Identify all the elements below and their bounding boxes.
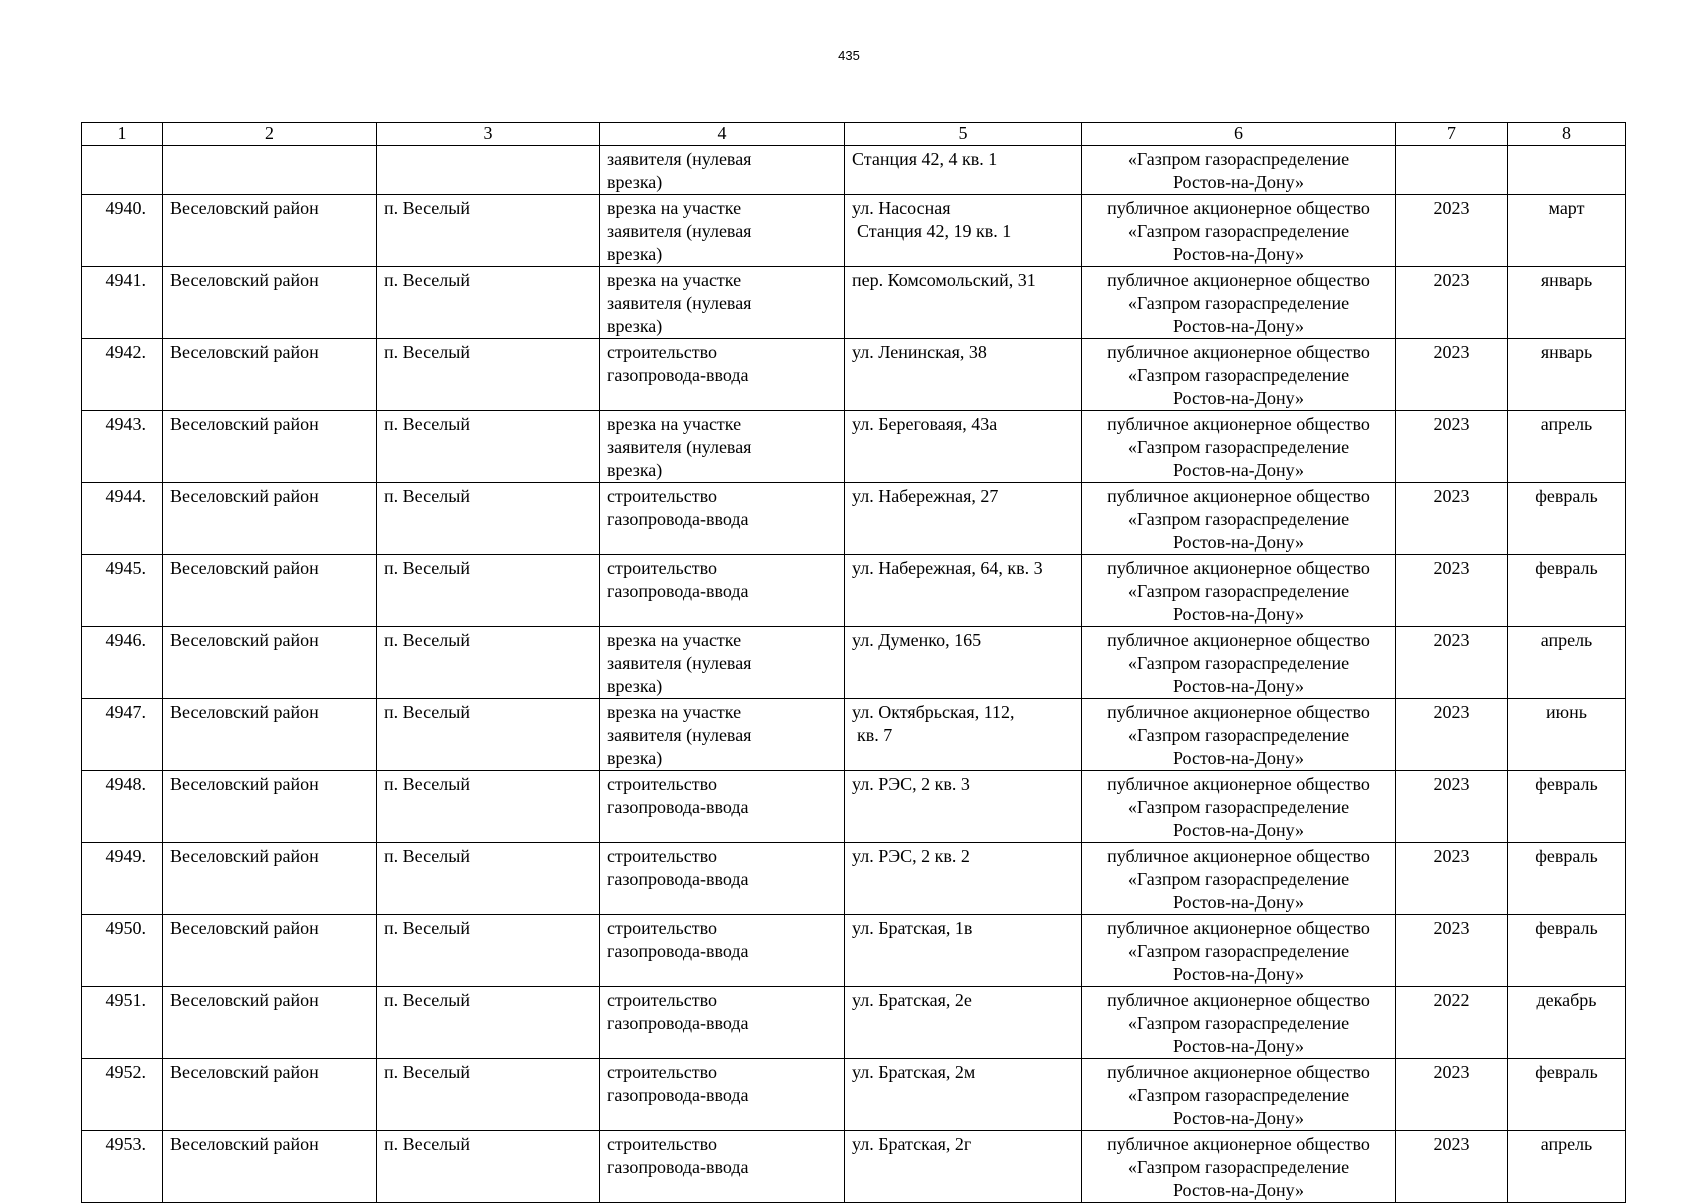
org-line: Ростов-на-Дону» (1172, 1180, 1305, 1200)
cell-num: 4945. (82, 555, 163, 627)
work-line: строительство (607, 558, 717, 578)
org-line: публичное акционерное общество (1107, 342, 1370, 362)
work-line: врезка на участке (607, 414, 742, 434)
work-line: врезка) (607, 172, 663, 192)
cell-settlement: п. Веселый (377, 771, 600, 843)
cell-num: 4951. (82, 987, 163, 1059)
cell-org (1082, 771, 1396, 843)
address-line: ул. Братская, 2е (852, 990, 972, 1010)
cell-settlement: п. Веселый (377, 483, 600, 555)
org-line: Ростов-на-Дону» (1172, 1108, 1305, 1128)
cell-org (1082, 699, 1396, 771)
work-line: врезка на участке (607, 270, 742, 290)
table-row (82, 411, 1626, 483)
cell-org (1082, 146, 1396, 195)
cell-work (600, 195, 845, 267)
cell-month: март (1508, 195, 1626, 267)
cell-month: декабрь (1508, 987, 1626, 1059)
work-line: строительство (607, 990, 717, 1010)
cell-district: Веселовский район (163, 771, 377, 843)
work-line: газопровода-ввода (607, 1013, 749, 1033)
cell-address (845, 555, 1082, 627)
work-line: заявителя (нулевая (607, 653, 752, 673)
org-line: публичное акционерное общество (1107, 918, 1370, 938)
org-line: Ростов-на-Дону» (1172, 244, 1305, 264)
org-line: «Газпром газораспределение (1127, 149, 1350, 169)
cell-address (845, 411, 1082, 483)
address-line: ул. Ленинская, 38 (852, 342, 987, 362)
table-row (82, 267, 1626, 339)
cell-org (1082, 555, 1396, 627)
org-line: Ростов-на-Дону» (1172, 532, 1305, 552)
cell-year (1396, 146, 1508, 195)
work-line: заявителя (нулевая (607, 149, 752, 169)
cell-district: Веселовский район (163, 411, 377, 483)
cell-num: 4942. (82, 339, 163, 411)
column-header-1: 1 (82, 123, 163, 146)
cell-num: 4950. (82, 915, 163, 987)
table-row (82, 771, 1626, 843)
work-line: врезка на участке (607, 702, 742, 722)
cell-address (845, 146, 1082, 195)
cell-year: 2023 (1396, 411, 1508, 483)
cell-month: февраль (1508, 771, 1626, 843)
cell-num: 4946. (82, 627, 163, 699)
cell-settlement: п. Веселый (377, 987, 600, 1059)
address-line: ул. Братская, 2м (852, 1062, 976, 1082)
header-row (82, 123, 1626, 146)
cell-org (1082, 915, 1396, 987)
cell-settlement: п. Веселый (377, 195, 600, 267)
address-line: ул. Братская, 1в (852, 918, 973, 938)
cell-settlement: п. Веселый (377, 411, 600, 483)
cell-year: 2023 (1396, 195, 1508, 267)
cell-org (1082, 1059, 1396, 1131)
cell-org (1082, 483, 1396, 555)
cell-work (600, 339, 845, 411)
cell-month: февраль (1508, 483, 1626, 555)
org-line: публичное акционерное общество (1107, 558, 1370, 578)
cell-month (1508, 146, 1626, 195)
cell-month: январь (1508, 339, 1626, 411)
org-line: «Газпром газораспределение (1127, 221, 1350, 241)
cell-district: Веселовский район (163, 915, 377, 987)
org-line: «Газпром газораспределение (1127, 869, 1350, 889)
cell-address (845, 339, 1082, 411)
address-line: кв. 7 (857, 725, 893, 745)
table-row (82, 339, 1626, 411)
org-line: Ростов-на-Дону» (1172, 388, 1305, 408)
work-line: строительство (607, 774, 717, 794)
address-line: ул. Набережная, 64, кв. 3 (852, 558, 1043, 578)
cell-district: Веселовский район (163, 1131, 377, 1203)
gasification-table (81, 122, 1626, 1203)
work-line: строительство (607, 846, 717, 866)
org-line: Ростов-на-Дону» (1172, 604, 1305, 624)
cell-month: февраль (1508, 843, 1626, 915)
page-number: 435 (838, 48, 860, 63)
org-line: публичное акционерное общество (1107, 414, 1370, 434)
column-header-8: 8 (1508, 123, 1626, 146)
cell-num: 4941. (82, 267, 163, 339)
cell-address (845, 699, 1082, 771)
work-line: строительство (607, 486, 717, 506)
table-row (82, 555, 1626, 627)
table-row (82, 915, 1626, 987)
cell-month: февраль (1508, 1059, 1626, 1131)
cell-settlement: п. Веселый (377, 699, 600, 771)
work-line: заявителя (нулевая (607, 293, 752, 313)
org-line: «Газпром газораспределение (1127, 581, 1350, 601)
cell-district: Веселовский район (163, 339, 377, 411)
org-line: публичное акционерное общество (1107, 702, 1370, 722)
address-line: ул. Насосная (852, 198, 951, 218)
work-line: газопровода-ввода (607, 797, 749, 817)
cell-year: 2023 (1396, 483, 1508, 555)
table-row (82, 195, 1626, 267)
work-line: заявителя (нулевая (607, 437, 752, 457)
org-line: «Газпром газораспределение (1127, 1013, 1350, 1033)
org-line: «Газпром газораспределение (1127, 725, 1350, 745)
cell-year: 2022 (1396, 987, 1508, 1059)
cell-org (1082, 627, 1396, 699)
cell-address (845, 627, 1082, 699)
cell-district: Веселовский район (163, 483, 377, 555)
org-line: публичное акционерное общество (1107, 270, 1370, 290)
org-line: «Газпром газораспределение (1127, 1085, 1350, 1105)
cell-year: 2023 (1396, 555, 1508, 627)
cell-month: июнь (1508, 699, 1626, 771)
work-line: газопровода-ввода (607, 365, 749, 385)
cell-district (163, 146, 377, 195)
address-line: ул. Братская, 2г (852, 1134, 972, 1154)
org-line: публичное акционерное общество (1107, 486, 1370, 506)
org-line: «Газпром газораспределение (1127, 437, 1350, 457)
cell-year: 2023 (1396, 1131, 1508, 1203)
cell-num: 4952. (82, 1059, 163, 1131)
cell-district: Веселовский район (163, 699, 377, 771)
work-line: врезка) (607, 748, 663, 768)
org-line: Ростов-на-Дону» (1172, 676, 1305, 696)
address-line: Станция 42, 4 кв. 1 (852, 149, 998, 169)
cell-work (600, 627, 845, 699)
cell-address (845, 195, 1082, 267)
cell-num (82, 146, 163, 195)
cell-settlement: п. Веселый (377, 339, 600, 411)
cell-district: Веселовский район (163, 987, 377, 1059)
cell-settlement: п. Веселый (377, 555, 600, 627)
address-line: Станция 42, 19 кв. 1 (857, 221, 1012, 241)
cell-work (600, 1131, 845, 1203)
cell-district: Веселовский район (163, 1059, 377, 1131)
address-line: ул. РЭС, 2 кв. 2 (852, 846, 970, 866)
cell-year: 2023 (1396, 843, 1508, 915)
cell-work (600, 843, 845, 915)
cell-settlement (377, 146, 600, 195)
cell-address (845, 1131, 1082, 1203)
work-line: строительство (607, 918, 717, 938)
org-line: Ростов-на-Дону» (1172, 748, 1305, 768)
work-line: заявителя (нулевая (607, 725, 752, 745)
org-line: «Газпром газораспределение (1127, 941, 1350, 961)
cell-address (845, 1059, 1082, 1131)
org-line: «Газпром газораспределение (1127, 653, 1350, 673)
cell-settlement: п. Веселый (377, 843, 600, 915)
work-line: газопровода-ввода (607, 509, 749, 529)
table-row (82, 843, 1626, 915)
cell-num: 4940. (82, 195, 163, 267)
work-line: заявителя (нулевая (607, 221, 752, 241)
table-row (82, 699, 1626, 771)
org-line: «Газпром газораспределение (1127, 293, 1350, 313)
org-line: Ростов-на-Дону» (1172, 460, 1305, 480)
cell-month: апрель (1508, 1131, 1626, 1203)
cell-work (600, 699, 845, 771)
cell-num: 4944. (82, 483, 163, 555)
work-line: врезка на участке (607, 198, 742, 218)
cell-address (845, 843, 1082, 915)
work-line: газопровода-ввода (607, 941, 749, 961)
cell-year: 2023 (1396, 339, 1508, 411)
cell-month: февраль (1508, 915, 1626, 987)
table-row (82, 1059, 1626, 1131)
org-line: публичное акционерное общество (1107, 630, 1370, 650)
cell-org (1082, 987, 1396, 1059)
org-line: публичное акционерное общество (1107, 774, 1370, 794)
work-line: газопровода-ввода (607, 581, 749, 601)
address-line: ул. Думенко, 165 (852, 630, 982, 650)
cell-month: февраль (1508, 555, 1626, 627)
work-line: врезка) (607, 244, 663, 264)
cell-year: 2023 (1396, 1059, 1508, 1131)
cell-num: 4943. (82, 411, 163, 483)
cell-num: 4949. (82, 843, 163, 915)
table-row (82, 987, 1626, 1059)
org-line: Ростов-на-Дону» (1172, 1036, 1305, 1056)
address-line: ул. РЭС, 2 кв. 3 (852, 774, 970, 794)
cell-month: апрель (1508, 411, 1626, 483)
work-line: газопровода-ввода (607, 1157, 749, 1177)
work-line: строительство (607, 1134, 717, 1154)
cell-org (1082, 339, 1396, 411)
cell-settlement: п. Веселый (377, 1059, 600, 1131)
address-line: пер. Комсомольский, 31 (852, 270, 1036, 290)
cell-year: 2023 (1396, 915, 1508, 987)
cell-num: 4948. (82, 771, 163, 843)
cell-district: Веселовский район (163, 267, 377, 339)
work-line: врезка) (607, 460, 663, 480)
table-row (82, 627, 1626, 699)
cell-address (845, 987, 1082, 1059)
cell-num: 4947. (82, 699, 163, 771)
org-line: публичное акционерное общество (1107, 846, 1370, 866)
work-line: врезка) (607, 316, 663, 336)
cell-work (600, 267, 845, 339)
org-line: публичное акционерное общество (1107, 1134, 1370, 1154)
cell-settlement: п. Веселый (377, 915, 600, 987)
cell-district: Веселовский район (163, 195, 377, 267)
work-line: газопровода-ввода (607, 869, 749, 889)
org-line: Ростов-на-Дону» (1172, 172, 1305, 192)
cell-district: Веселовский район (163, 555, 377, 627)
cell-address (845, 483, 1082, 555)
column-header-6: 6 (1082, 123, 1396, 146)
cell-settlement: п. Веселый (377, 627, 600, 699)
cell-work (600, 1059, 845, 1131)
cell-year: 2023 (1396, 699, 1508, 771)
org-line: «Газпром газораспределение (1127, 797, 1350, 817)
cell-settlement: п. Веселый (377, 267, 600, 339)
cell-org (1082, 267, 1396, 339)
cell-num: 4953. (82, 1131, 163, 1203)
cell-address (845, 267, 1082, 339)
cell-work (600, 146, 845, 195)
address-line: ул. Береговаяя, 43а (852, 414, 998, 434)
cell-work (600, 771, 845, 843)
cell-work (600, 915, 845, 987)
cell-org (1082, 843, 1396, 915)
cell-org (1082, 1131, 1396, 1203)
cell-month: январь (1508, 267, 1626, 339)
address-line: ул. Набережная, 27 (852, 486, 999, 506)
work-line: газопровода-ввода (607, 1085, 749, 1105)
cell-month: апрель (1508, 627, 1626, 699)
org-line: «Газпром газораспределение (1127, 365, 1350, 385)
work-line: врезка на участке (607, 630, 742, 650)
table-row (82, 483, 1626, 555)
column-header-7: 7 (1396, 123, 1508, 146)
work-line: строительство (607, 1062, 717, 1082)
cell-work (600, 987, 845, 1059)
column-header-5: 5 (845, 123, 1082, 146)
cell-org (1082, 411, 1396, 483)
cell-org (1082, 195, 1396, 267)
work-line: строительство (607, 342, 717, 362)
cell-year: 2023 (1396, 627, 1508, 699)
column-header-3: 3 (377, 123, 600, 146)
table-row (82, 1131, 1626, 1203)
cell-address (845, 771, 1082, 843)
org-line: Ростов-на-Дону» (1172, 820, 1305, 840)
cell-year: 2023 (1396, 267, 1508, 339)
cell-work (600, 411, 845, 483)
org-line: публичное акционерное общество (1107, 990, 1370, 1010)
org-line: публичное акционерное общество (1107, 198, 1370, 218)
org-line: Ростов-на-Дону» (1172, 892, 1305, 912)
org-line: Ростов-на-Дону» (1172, 964, 1305, 984)
org-line: «Газпром газораспределение (1127, 509, 1350, 529)
continued-row (82, 146, 1626, 195)
cell-work (600, 483, 845, 555)
column-header-2: 2 (163, 123, 377, 146)
org-line: публичное акционерное общество (1107, 1062, 1370, 1082)
cell-address (845, 915, 1082, 987)
column-header-4: 4 (600, 123, 845, 146)
cell-settlement: п. Веселый (377, 1131, 600, 1203)
cell-district: Веселовский район (163, 843, 377, 915)
cell-work (600, 555, 845, 627)
cell-year: 2023 (1396, 771, 1508, 843)
cell-district: Веселовский район (163, 627, 377, 699)
address-line: ул. Октябрьская, 112, (852, 702, 1015, 722)
org-line: «Газпром газораспределение (1127, 1157, 1350, 1177)
org-line: Ростов-на-Дону» (1172, 316, 1305, 336)
work-line: врезка) (607, 676, 663, 696)
